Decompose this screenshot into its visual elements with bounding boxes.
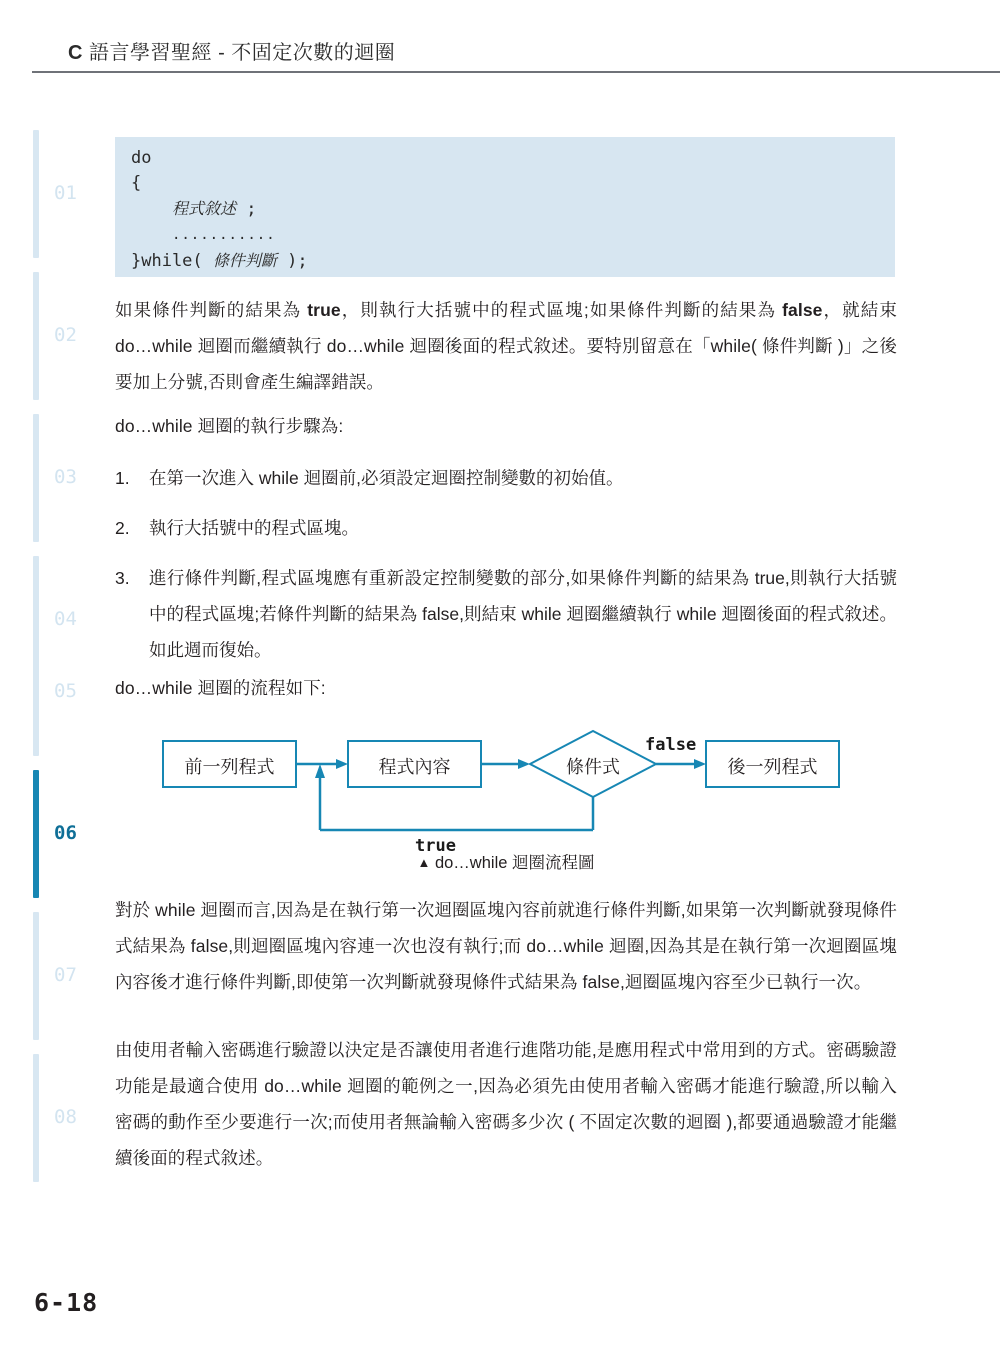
rail-item-number: 05	[54, 680, 77, 702]
code-block	[115, 137, 895, 277]
paragraph-4: 對於 while 迴圈而言,因為是在執行第一次迴圈區塊內容前就進行條件判斷,如果第一次判斷就發現條件式結果為 false,則迴圈區塊內容連一次也沒有執行;而 do…while 迴圈,因為其是在執行第一次迴圈區塊內容後才進行條件判斷,即使第一次判斷就發現條件式結果為 false,迴圈區塊內容至少已執行一次。	[115, 900, 897, 992]
flow-arrowhead	[694, 759, 706, 769]
paragraph-2: do…while 迴圈的執行步驟為:	[115, 416, 344, 436]
code-placeholder-statement: 程式敘述	[171, 199, 236, 218]
code-indent	[131, 199, 172, 219]
code-line-4	[131, 222, 895, 248]
rail-bar	[33, 912, 39, 1040]
p1-keyword-true: true	[307, 300, 341, 320]
page-title	[68, 36, 395, 65]
code-placeholder-condition: 條件判斷	[212, 251, 277, 270]
paragraph-5: 由使用者輸入密碼進行驗證以決定是否讓使用者進行進階功能,是應用程式中常用到的方式。密碼驗證功能是最適合使用 do…while 迴圈的範例之一,因為必須先由使用者輸入密碼才能進行驗證,所以輸入密碼的動作至少要進行一次;而使用者無論輸入密碼多少次 ( 不固定次數的迴圈 ),都要通過驗證才能繼續後面的程式敘述。	[115, 1040, 897, 1168]
rail-item-number: 01	[54, 182, 77, 204]
list-item-text: 進行條件判斷,程式區塊應有重新設定控制變數的部分,如果條件判斷的結果為 true,則執行大括號中的程式區塊;若條件判斷的結果為 false,則結束 while 迴圈繼續執行 while 迴圈後面的程式敘述。如此週而復始。	[149, 568, 897, 660]
flowchart	[115, 718, 897, 858]
rail-item-number: 06	[54, 822, 77, 844]
p1-seg-b: ，則執行大括號中的程式區塊;如果條件判斷的結果為	[340, 300, 783, 320]
code-line-3	[131, 196, 895, 222]
rail-bar	[33, 770, 39, 898]
list-item-3	[115, 560, 897, 668]
triangle-icon: ▲	[417, 855, 431, 870]
list-marker: 1.	[115, 468, 130, 488]
p1-keyword-false: false	[782, 300, 823, 320]
flowchart-svg	[115, 718, 897, 858]
rail-item-number: 04	[54, 608, 77, 630]
flow-node-next-label: 後一列程式	[727, 757, 818, 777]
list-item-2	[115, 510, 897, 546]
figure-caption-text: do…while 迴圈流程圖	[430, 854, 595, 872]
page-number: 6-18	[34, 1288, 99, 1317]
page-title-rest: 語言學習聖經 - 不固定次數的迴圈	[82, 42, 396, 64]
paragraph-3: do…while 迴圈的流程如下:	[115, 678, 326, 698]
rail-bar	[33, 272, 39, 400]
page-header	[0, 0, 1000, 80]
step-rail	[0, 130, 105, 1130]
p1-seg-c: ，就結束 do…while 迴圈而繼續執行 do…while 迴圈後面的程式敘述。要特別留意在「while( 條件判斷 )」之後要加上分號,否則會產生編譯錯誤。	[115, 300, 898, 392]
rail-item-number: 08	[54, 1106, 77, 1128]
figure-caption	[115, 849, 897, 873]
rail-bar	[33, 414, 39, 542]
rail-bar	[33, 628, 39, 756]
code-indent	[131, 224, 172, 244]
list-item-text: 在第一次進入 while 迴圈前,必須設定迴圈控制變數的初始值。	[149, 468, 624, 488]
p1-seg-a: 如果條件判斷的結果為	[115, 300, 308, 320]
flow-edge-label-false: false	[645, 735, 697, 755]
flow-edge-label-true: true	[415, 836, 456, 856]
code-while-head: }while(	[131, 251, 213, 271]
list-item-1	[115, 460, 897, 496]
paragraph-1	[115, 292, 897, 400]
code-ellipsis: ...........	[171, 227, 276, 243]
page-title-prefix: C	[68, 42, 83, 64]
code-semicolon: ;	[235, 199, 257, 219]
header-divider	[32, 71, 1000, 73]
flow-arrowhead	[336, 759, 348, 769]
list-item-text: 執行大括號中的程式區塊。	[149, 518, 359, 538]
flow-node-prev-label: 前一列程式	[184, 757, 275, 777]
rail-item-number: 03	[54, 466, 77, 488]
rail-item-number: 02	[54, 324, 77, 346]
list-marker: 3.	[115, 568, 130, 588]
list-marker: 2.	[115, 518, 130, 538]
flow-node-condition-label: 條件式	[566, 757, 620, 777]
code-while-tail: );	[276, 251, 308, 271]
rail-bar	[33, 130, 39, 258]
flow-arrowhead	[518, 759, 530, 769]
flow-node-body-label: 程式內容	[378, 757, 451, 777]
flow-arrowhead	[315, 764, 325, 778]
rail-item-number: 07	[54, 964, 77, 986]
code-line-2: {	[131, 173, 142, 193]
rail-bar	[33, 1054, 39, 1182]
code-line-1: do	[131, 148, 152, 168]
code-line-5	[131, 248, 895, 274]
